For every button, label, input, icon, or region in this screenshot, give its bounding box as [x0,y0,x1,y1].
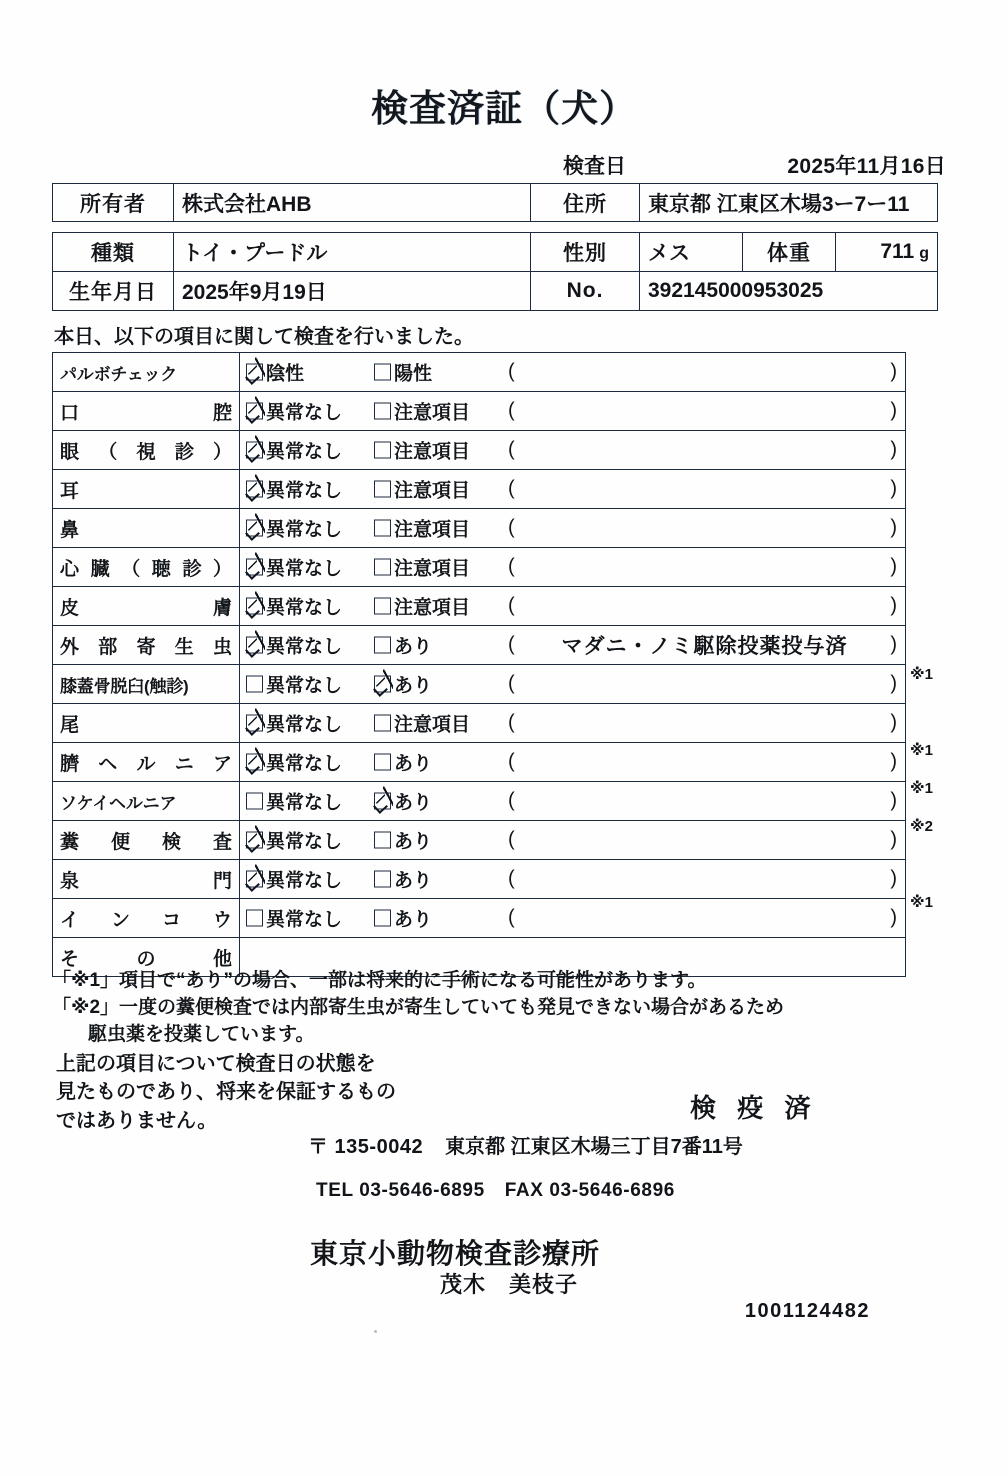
checkbox-checked-icon[interactable] [246,754,263,771]
note-paren-open: ( [508,789,515,812]
checklist-item-label: 眼（視診） [53,431,240,470]
checkbox-checked-icon[interactable] [246,442,263,459]
table-row [53,665,906,704]
clinic-name: 東京小動物検査診療所 [310,1238,601,1269]
option-label: あり [394,636,433,658]
footnote-1: 「※1」項目で“あり”の場合、一部は将来的に手術になる可能性があります。 [52,970,707,991]
note-paren-close: ) [890,477,897,500]
checkbox-checked-icon[interactable] [246,637,263,654]
note-paren-close: ) [890,555,897,578]
option-label: 異常なし [266,870,343,892]
note-paren-open: ( [508,594,515,617]
footnote-marker: ※1 [910,894,933,911]
checkbox-icon[interactable] [374,559,391,576]
checklist-item-label: 糞便検査 [53,821,240,860]
footnote-marker [910,390,980,428]
note-paren-open: ( [508,555,515,578]
checklist-option-normal[interactable] [246,593,342,620]
checklist-option-normal[interactable] [246,554,342,581]
checklist-option-abnormal[interactable] [374,359,432,386]
option-label: あり [394,753,433,775]
clinic-veterinarian-name: 茂木 美枝子 [440,1272,579,1297]
checklist-item-options [240,353,906,392]
checklist-item-label: 心臓（聴診） [53,548,240,587]
checklist-option-abnormal[interactable] [374,749,432,776]
checkbox-checked-icon[interactable] [246,403,263,420]
note-paren-close: ) [890,360,897,383]
birth-label: 生年月日 [53,272,174,311]
table-row [53,626,906,665]
note-paren-close: ) [890,438,897,461]
checklist-item-options [240,821,906,860]
owner-table [52,183,938,222]
option-label: 異常なし [266,558,343,580]
option-label: 注意項目 [394,402,471,424]
option-label: 注意項目 [394,597,471,619]
table-row [53,509,906,548]
footnote-marker [910,542,980,580]
footnote-marker [910,466,980,504]
footnote-marker-column [910,352,980,960]
clinic-tel: TEL 03-5646-6895 [316,1180,485,1201]
checklist-option-normal[interactable] [246,359,304,386]
checklist-item-label: 泉門 [53,860,240,899]
option-label: 異常なし [266,402,343,424]
option-label: あり [394,870,433,892]
note-paren-open: ( [508,360,515,383]
note-paren-open: ( [508,477,515,500]
table-row [53,184,938,222]
option-label: 異常なし [266,636,343,658]
option-label: 異常なし [266,675,343,697]
note-paren-close: ) [890,867,897,890]
checklist-item-options [240,899,906,938]
option-label: あり [394,792,433,814]
note-paren-close: ) [890,516,897,539]
checkbox-icon[interactable] [246,910,263,927]
checklist-item-options [240,860,906,899]
option-label: 異常なし [266,792,343,814]
option-label: 注意項目 [394,714,471,736]
clinic-address-text: 東京都 江東区木場三丁目7番11号 [445,1136,743,1158]
note-paren-close: ) [890,750,897,773]
clinic-contact [316,1180,675,1202]
checklist-item-options [240,431,906,470]
note-paren-close: ) [890,906,897,929]
note-paren-open: ( [508,750,515,773]
note-paren-open: ( [508,867,515,890]
quarantine-stamp: 検 疫 済 [690,1093,818,1123]
note-paren-close: ) [890,828,897,851]
table-row [53,743,906,782]
footnote-marker [910,694,980,732]
checkbox-checked-icon[interactable] [246,598,263,615]
checklist-option-abnormal[interactable] [374,515,470,542]
checklist-option-abnormal[interactable] [374,554,470,581]
footnote-marker [910,352,980,390]
checkbox-icon[interactable] [374,754,391,771]
checklist-option-normal[interactable] [246,632,342,659]
checklist-option-normal[interactable] [246,437,342,464]
checklist-option-abnormal[interactable] [374,905,432,932]
checklist-item-options [240,626,906,665]
checklist-option-abnormal[interactable] [374,437,470,464]
footnote-marker [910,580,980,618]
clinic-zip: 〒 135-0042 [308,1136,424,1158]
checkbox-checked-icon[interactable] [246,715,263,732]
checklist-item-label: パルボチェック [53,353,240,392]
option-label: 異常なし [266,519,343,541]
animal-info-table [52,232,938,311]
checklist-option-normal[interactable] [246,671,342,698]
address-label: 住所 [531,184,640,222]
checklist-item-label: 口腔 [53,392,240,431]
table-row [53,899,906,938]
option-label: 陰性 [266,363,305,385]
breed-label: 種類 [53,233,174,272]
option-label: 異常なし [266,753,343,775]
note-paren-close: ) [890,672,897,695]
checkbox-checked-icon[interactable] [246,481,263,498]
checklist-item-options [240,587,906,626]
checklist-option-normal[interactable] [246,788,342,815]
note-paren-open: ( [508,399,515,422]
exam-date-row [0,150,1008,180]
sex-label: 性別 [531,233,640,272]
disclaimer-line-3: ではありません。 [56,1109,218,1132]
checklist-item-label: 膝蓋骨脱臼(触診) [53,665,240,704]
checkbox-checked-icon[interactable] [374,793,391,810]
checklist-item-label: 臍ヘルニア [53,743,240,782]
footnote-marker [910,504,980,542]
document-number: 1001124482 [744,1300,870,1322]
checkbox-icon[interactable] [374,871,391,888]
option-label: あり [394,831,433,853]
checkbox-icon[interactable] [246,793,263,810]
checklist-item-label: 尾 [53,704,240,743]
weight-unit: g [919,245,929,262]
owner-label: 所有者 [53,184,174,222]
footnote-marker [910,618,980,656]
note-paren-close: ) [890,789,897,812]
checklist-option-abnormal[interactable] [374,827,432,854]
option-label: 異常なし [266,714,343,736]
note-paren-close: ) [890,594,897,617]
checklist-option-abnormal[interactable] [374,593,470,620]
disclaimer-line-1: 上記の項目について検査日の状態を [56,1053,376,1075]
clinic-fax: FAX 03-5646-6896 [504,1180,675,1201]
clinic-address [308,1130,743,1159]
no-label: No. [531,272,640,311]
option-label: 陽性 [394,363,433,385]
sex-value: メス [640,233,743,272]
checklist-item-label: 外部寄生虫 [53,626,240,665]
birth-value: 2025年9月19日 [174,272,531,311]
breed-value: トイ・プードル [174,233,531,272]
option-label: あり [394,675,433,697]
checkbox-checked-icon[interactable] [246,520,263,537]
checkbox-icon[interactable] [374,403,391,420]
table-row [53,470,906,509]
table-row [53,821,906,860]
option-label: 注意項目 [394,558,471,580]
footnotes [52,968,952,1049]
note-paren-open: ( [508,906,515,929]
weight-cell [836,233,938,272]
table-row [53,782,906,821]
checklist-item-options [240,704,906,743]
table-row [53,233,938,272]
table-row [53,587,906,626]
option-label: 異常なし [266,441,343,463]
disclaimer-text [56,1050,456,1135]
footnote-marker: ※1 [910,742,933,759]
disclaimer-line-2: 見たものであり、将来を保証するもの [56,1081,396,1104]
checklist-item-options [240,782,906,821]
note-paren-close: ) [890,399,897,422]
checkbox-icon[interactable] [374,598,391,615]
checkbox-icon[interactable] [374,442,391,459]
option-label: 異常なし [266,597,343,619]
table-row [53,548,906,587]
note-paren-open: ( [508,438,515,461]
option-label: 注意項目 [394,480,471,502]
weight-label: 体重 [743,233,836,272]
checklist-item-options [240,470,906,509]
scan-speck [374,1330,377,1333]
weight-value: 711 [880,240,915,263]
checklist-item-note: マダニ・ノミ駆除投薬投与済 [561,635,848,658]
checkbox-checked-icon[interactable] [246,364,263,381]
checklist-option-normal[interactable] [246,476,342,503]
table-row [53,353,906,392]
checklist-option-normal[interactable] [246,515,342,542]
note-paren-open: ( [508,633,515,656]
checklist-item-label: 鼻 [53,509,240,548]
checklist-option-abnormal[interactable] [374,710,470,737]
option-label: 異常なし [266,909,343,931]
checklist-item-options [240,548,906,587]
checklist-option-normal[interactable] [246,827,342,854]
note-paren-close: ) [890,711,897,734]
footnote-marker: ※2 [910,818,933,835]
footnote-marker [910,922,980,960]
option-label: 注意項目 [394,441,471,463]
checkbox-icon[interactable] [374,637,391,654]
checklist-item-options [240,743,906,782]
no-value: 392145000953025 [640,272,938,311]
checkbox-icon[interactable] [374,715,391,732]
checklist-item-label: インコウ [53,899,240,938]
option-label: あり [394,909,433,931]
checklist-item-options [240,665,906,704]
checkbox-checked-icon[interactable] [246,559,263,576]
checkbox-checked-icon[interactable] [246,871,263,888]
exam-date-label: 検査日 [563,155,626,178]
footnote-marker [910,428,980,466]
checkbox-icon[interactable] [374,832,391,849]
checkbox-checked-icon[interactable] [246,832,263,849]
checkbox-icon[interactable] [246,676,263,693]
note-paren-open: ( [508,516,515,539]
checklist-item-label: その他 [53,938,240,977]
checklist-option-abnormal[interactable] [374,476,470,503]
option-label: 異常なし [266,831,343,853]
table-row [53,860,906,899]
footnote-2: 「※2」一度の糞便検査では内部寄生虫が寄生していても発見できない場合があるため [52,996,785,1018]
checklist-option-abnormal[interactable] [374,398,470,425]
note-paren-close: ) [890,633,897,656]
note-paren-open: ( [508,711,515,734]
checklist-item-label: 耳 [53,470,240,509]
checkbox-icon[interactable] [374,520,391,537]
footnote-marker [910,846,980,884]
option-label: 異常なし [266,480,343,502]
footnote-2-cont: 駆虫薬を投薬しています。 [88,1023,315,1045]
table-row [53,704,906,743]
table-row [53,272,938,311]
table-row [53,431,906,470]
exam-date-value: 2025年11月16日 [787,155,946,178]
checklist-option-abnormal[interactable] [374,866,432,893]
inspection-checklist-table [52,352,906,977]
checklist-item-options [240,509,906,548]
address-value: 東京都 江東区木場3ー7ー11 [640,184,938,222]
note-paren-open: ( [508,672,515,695]
checklist-item-label: ソケイヘルニア [53,782,240,821]
checklist-option-normal[interactable] [246,710,342,737]
checklist-option-normal[interactable] [246,749,342,776]
page-title: 検査済証（犬） [371,88,637,129]
table-row [53,392,906,431]
checkbox-icon[interactable] [374,364,391,381]
owner-value: 株式会社AHB [174,184,531,222]
checklist-option-abnormal[interactable] [374,788,432,815]
option-label: 注意項目 [394,519,471,541]
checklist-option-normal[interactable] [246,905,342,932]
checklist-option-abnormal[interactable] [374,671,432,698]
checkbox-checked-icon[interactable] [374,676,391,693]
checklist-option-normal[interactable] [246,398,342,425]
footnote-marker: ※1 [910,666,933,683]
intro-sentence: 本日、以下の項目に関して検査を行いました。 [54,326,474,348]
checklist-option-abnormal[interactable] [374,632,432,659]
footnote-marker: ※1 [910,780,933,797]
checkbox-icon[interactable] [374,481,391,498]
checklist-option-normal[interactable] [246,866,342,893]
checkbox-icon[interactable] [374,910,391,927]
checklist-item-options [240,392,906,431]
checklist-item-label: 皮膚 [53,587,240,626]
note-paren-open: ( [508,828,515,851]
